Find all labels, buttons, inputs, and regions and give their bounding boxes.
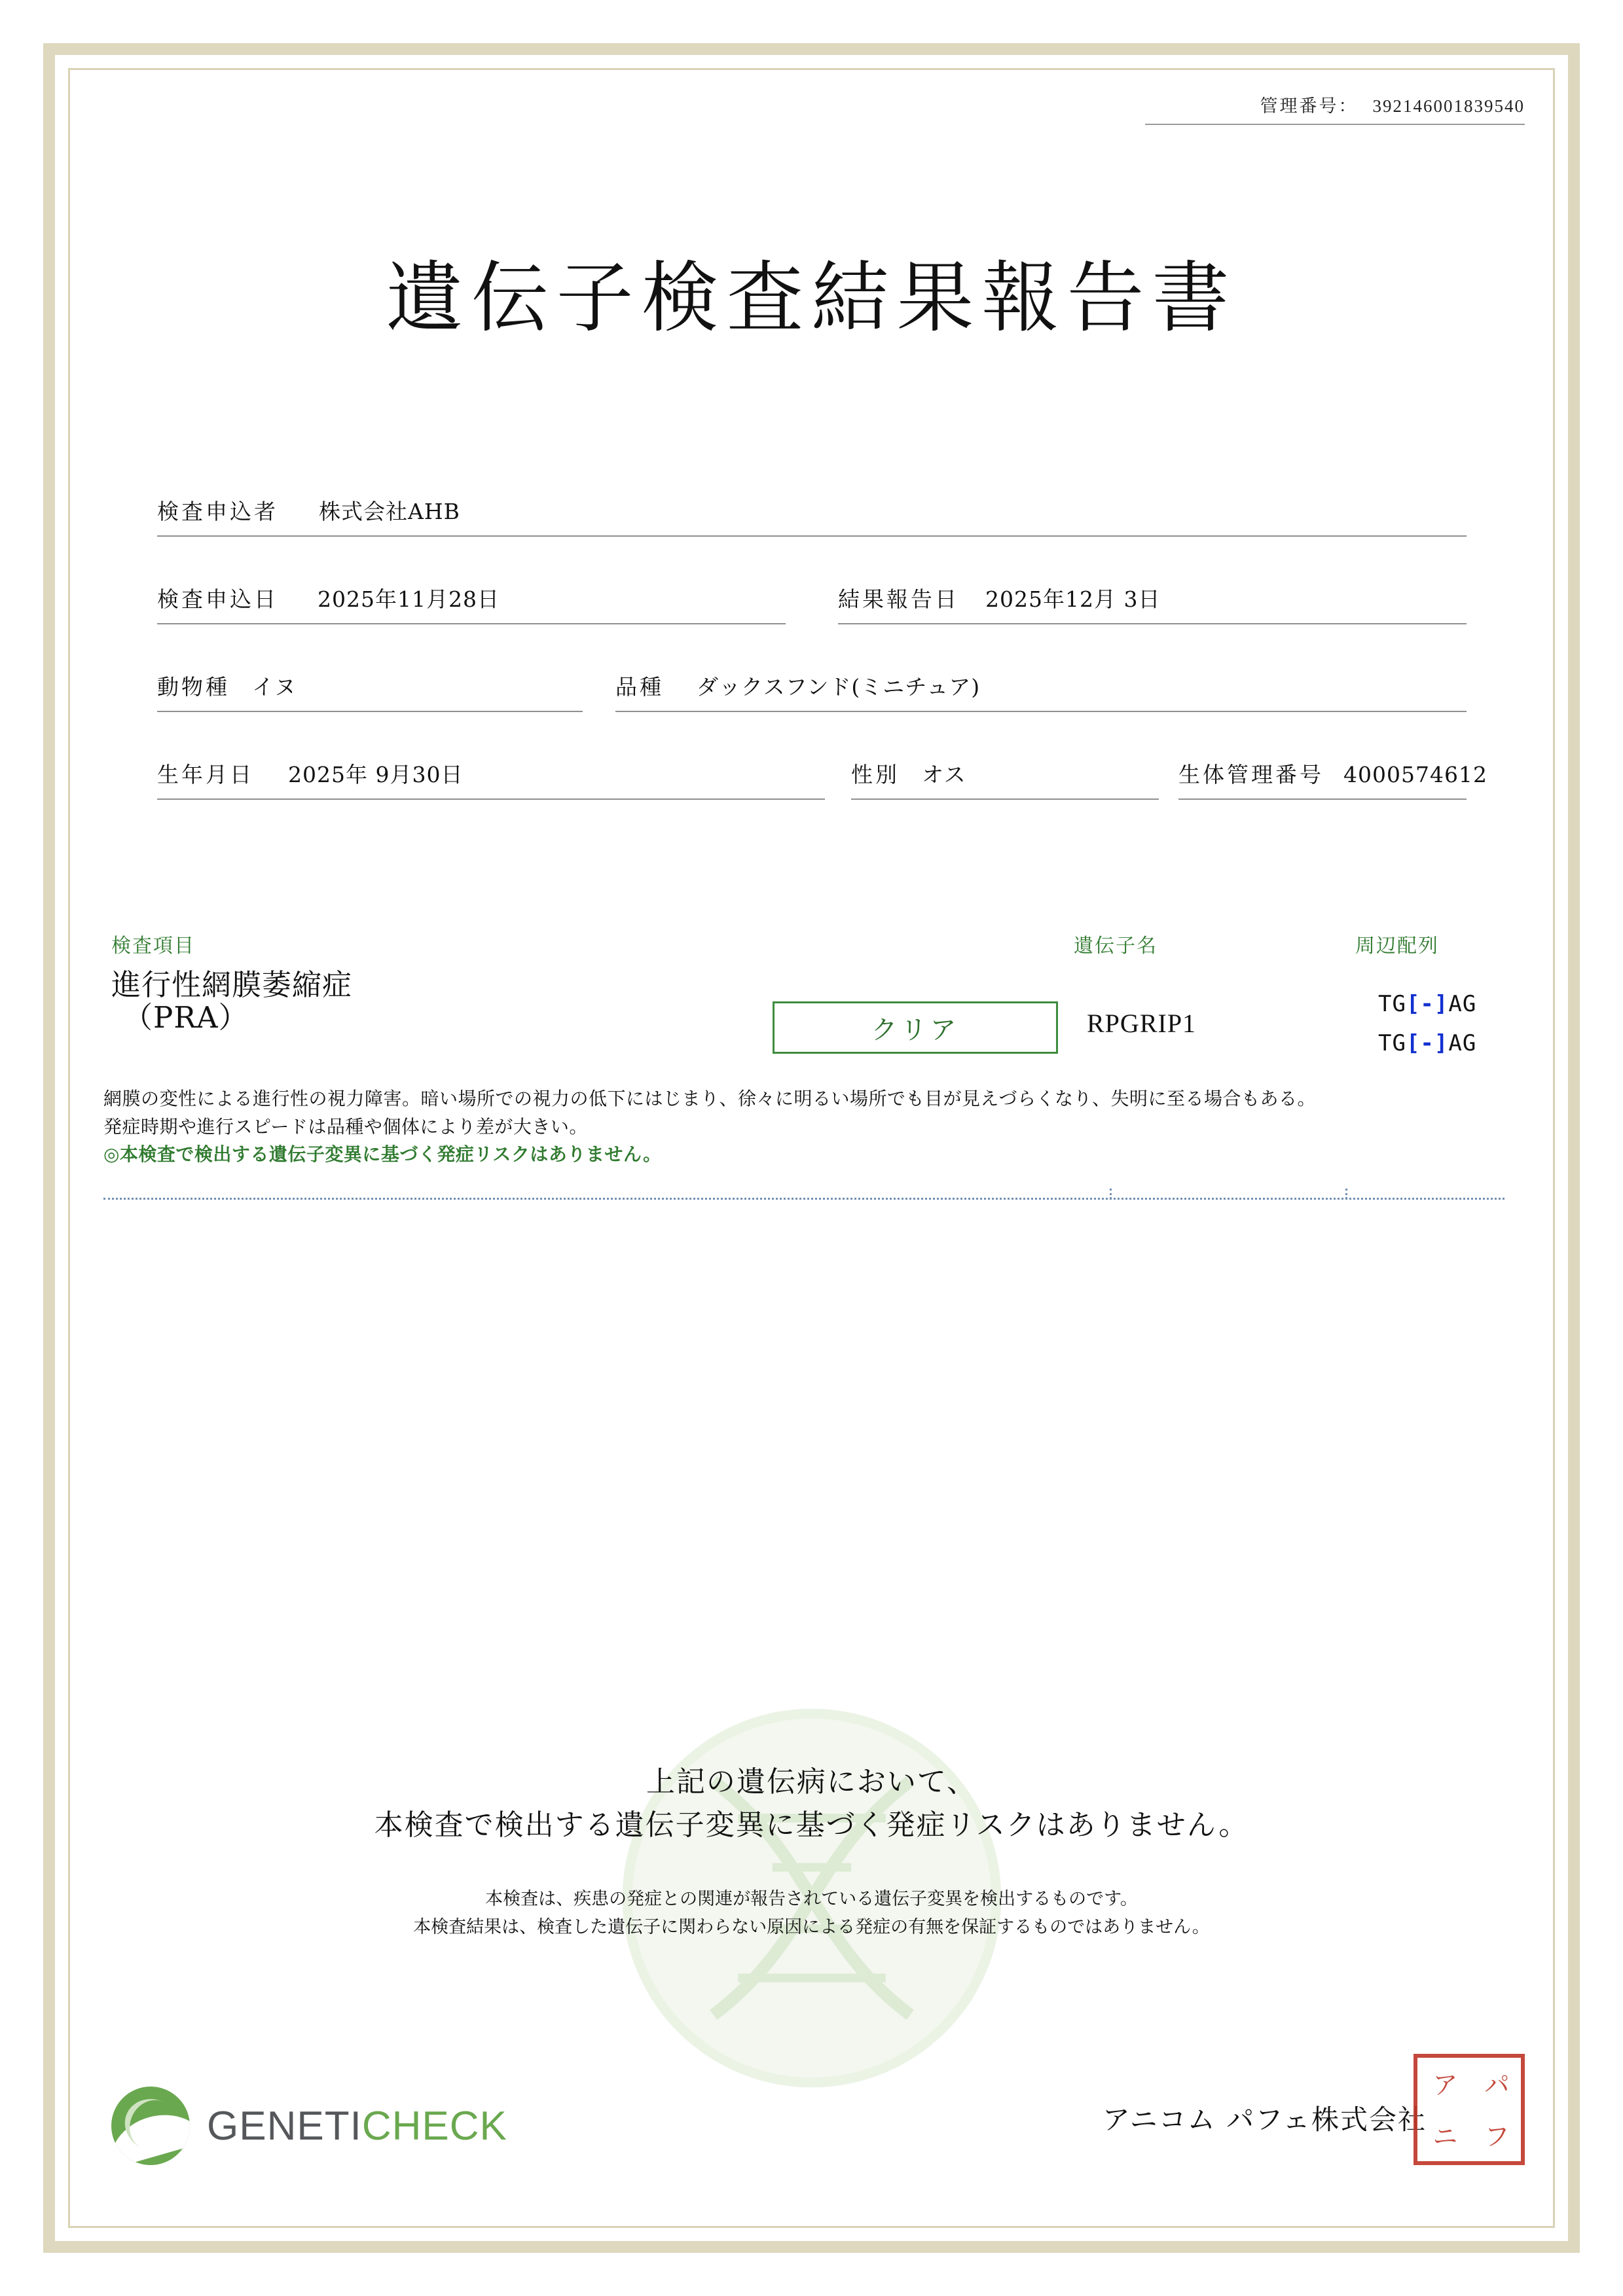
- separator-tick: [1345, 1189, 1347, 1199]
- page-title: 遺伝子検査結果報告書: [386, 253, 1237, 343]
- disease-name: [111, 969, 352, 1035]
- description-line-3: ◎本検査で検出する遺伝子変異に基づく発症リスクはありません。: [103, 1143, 662, 1166]
- column-header-gene: 遺伝子名: [1074, 935, 1158, 958]
- sequence-left: TG: [1378, 991, 1406, 1017]
- disease-name-sub: （PRA）: [123, 1000, 249, 1035]
- report-date-value: 2025年12月 3日: [985, 586, 1161, 612]
- field-report-date: [838, 583, 1467, 624]
- conclusion-note: [98, 1885, 1525, 1941]
- description-line-1: 網膜の変性による進行性の視力障害。暗い場所での視力の低下にはじまり、徐々に明るい場所でも目が見えづらくなり、失明に至る場合もある。: [103, 1088, 1316, 1109]
- disease-description: [103, 1085, 1504, 1169]
- brand-logo-text-part1: GENETI: [207, 2103, 362, 2149]
- field-birthdate: [157, 758, 825, 800]
- apply-date-value: 2025年11月28日: [318, 586, 500, 612]
- animal-id-value: 4000574612: [1343, 762, 1487, 787]
- report-date-label: 結果報告日: [838, 586, 959, 612]
- field-species: [157, 670, 583, 712]
- info-row-birth: [157, 741, 1487, 800]
- sequence-marker: [-]: [1406, 991, 1449, 1017]
- info-row-applicant: [157, 478, 1467, 537]
- applicant-value: 株式会社AHB: [319, 499, 460, 524]
- column-header-test-item: 検査項目: [111, 935, 195, 958]
- note-line-1: 本検査は、疾患の発症との関連が報告されている遺伝子変異を検出するものです。: [485, 1889, 1138, 1909]
- result-badge: クリア: [773, 1001, 1058, 1054]
- conclusion-line-1: 上記の遺伝病において、: [646, 1765, 977, 1799]
- separator-dotted: [103, 1198, 1504, 1200]
- field-sex: [851, 758, 1159, 800]
- conclusion-block: [98, 1761, 1525, 1847]
- brand-logo-text-part2: CHECK: [361, 2103, 507, 2149]
- seal-char: パ: [1480, 2070, 1510, 2097]
- gene-name-value: RPGRIP1: [1087, 1009, 1197, 1038]
- sequence-row: [1378, 985, 1476, 1024]
- field-apply-date: [157, 583, 786, 624]
- column-header-sequence: 周辺配列: [1355, 935, 1439, 958]
- result-table-header: [98, 929, 1525, 956]
- control-number: [1145, 92, 1525, 125]
- breed-value: ダックスフンド(ミニチュア): [697, 674, 981, 700]
- description-line-2: 発症時期や進行スピードは品種や個体により差が大きい。: [103, 1115, 588, 1138]
- company-name: アニコム パフェ株式会社: [1102, 2104, 1427, 2136]
- brand-logo: [111, 2087, 507, 2165]
- disease-name-main: 進行性網膜萎縮症: [111, 967, 353, 1002]
- seal-char: フ: [1480, 2122, 1510, 2149]
- seal-char: ニ: [1428, 2122, 1458, 2149]
- sequence-left: TG: [1378, 1030, 1406, 1056]
- apply-date-label: 検査申込日: [157, 586, 278, 612]
- sex-label: 性別: [851, 762, 900, 787]
- field-applicant: [157, 495, 1467, 537]
- field-breed: [615, 670, 1467, 712]
- breed-label: 品種: [615, 674, 664, 700]
- sex-value: オス: [922, 762, 966, 787]
- applicant-label: 検査申込者: [157, 499, 278, 524]
- note-line-2: 本検査結果は、検査した遺伝子に関わらない原因による発症の有無を保証するものではありません。: [413, 1917, 1210, 1938]
- company-seal: [1413, 2054, 1525, 2165]
- leaf-logo-icon: [111, 2087, 190, 2165]
- species-value: イヌ: [252, 674, 297, 700]
- birthdate-value: 2025年 9月30日: [288, 762, 464, 787]
- document-content: [98, 85, 1525, 2211]
- conclusion-line-2: 本検査で検出する遺伝子変異に基づく発症リスクはありません。: [374, 1808, 1249, 1842]
- sequence-row: [1378, 1024, 1476, 1064]
- brand-logo-text: [207, 2103, 507, 2149]
- separator-tick: [1110, 1189, 1112, 1199]
- info-row-species: [157, 653, 1467, 712]
- field-animal-id: [1178, 758, 1487, 800]
- sequence-right: AG: [1448, 991, 1477, 1017]
- info-block: [157, 478, 1487, 829]
- control-number-value: 392146001839540: [1372, 96, 1525, 116]
- sequence-list: [1378, 985, 1476, 1063]
- control-number-label: 管理番号：: [1260, 96, 1359, 116]
- birthdate-label: 生年月日: [157, 762, 254, 787]
- sequence-marker: [-]: [1406, 1030, 1449, 1056]
- info-row-dates: [157, 565, 1467, 624]
- species-label: 動物種: [157, 674, 230, 700]
- animal-id-label: 生体管理番号: [1178, 762, 1324, 787]
- seal-char: ア: [1428, 2070, 1458, 2097]
- sequence-right: AG: [1448, 1030, 1477, 1056]
